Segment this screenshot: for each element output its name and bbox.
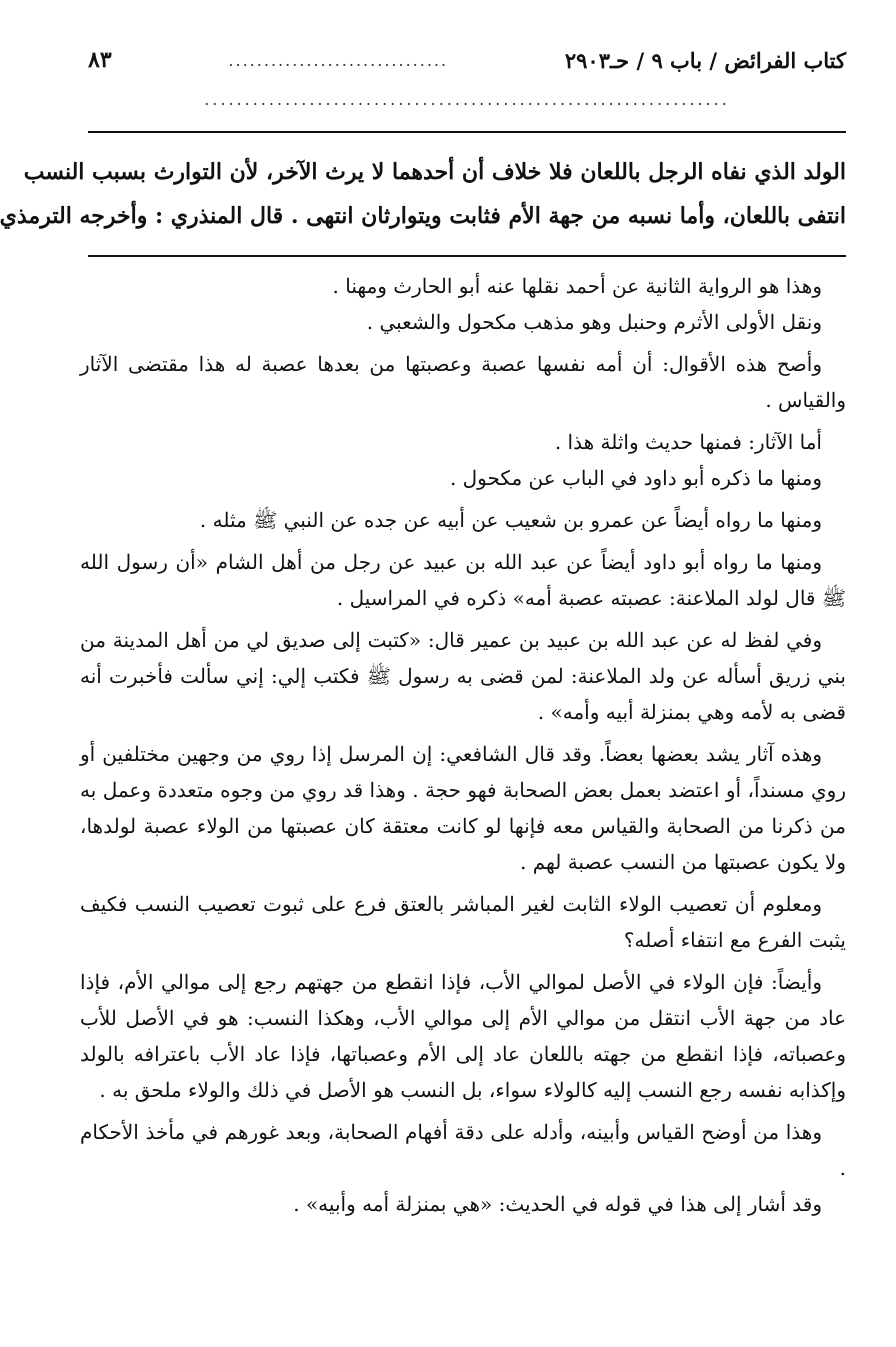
- paragraph: ونقل الأولى الأثرم وحنبل وهو مذهب مكحول والشعبي .: [366, 310, 822, 334]
- paragraph: وهذه آثار يشد بعضها بعضاً. وقد قال الشافعي: إن المرسل إذا روي من وجهين مختلفين أو روي مسنداً، أو اعتضد بعمل بعض الصحابة فهو حجة . وهذا قد روي من وجوه متعددة وعمل به من ذكرنا من الصحابة والقياس معه فإنها لو كانت معتقة كان عصبتها من الولاء عصبة لولدها، ولا يكون عصبتها من النسب عصبة لهم .: [80, 742, 846, 874]
- paragraph: وقد أشار إلى هذا في قوله في الحديث: «هي بمنزلة أمه وأبيه» .: [293, 1192, 822, 1216]
- dot-separator: .................................................................: [204, 90, 730, 109]
- top-rule: [88, 131, 846, 133]
- paragraph: ومنها ما ذكره أبو داود في الباب عن مكحول .: [449, 466, 822, 490]
- header-dot-leader: ...............................: [228, 50, 449, 70]
- page-number: ٨٣: [88, 47, 112, 73]
- footnote-block: [0, 150, 846, 238]
- footnote-line: الولد الذي نفاه الرجل باللعان فلا خلاف أن أحدهما لا يرث الآخر، لأن التوارث بسبب النسب: [23, 159, 846, 185]
- page-header: [88, 40, 846, 80]
- bottom-rule: [88, 255, 846, 257]
- paragraph: أما الآثار: فمنها حديث واثلة هذا .: [554, 430, 822, 454]
- paragraph: ومنها ما رواه أيضاً عن عمرو بن شعيب عن أبيه عن جده عن النبي ﷺ مثله .: [199, 508, 822, 532]
- main-text: [80, 268, 846, 1228]
- paragraph: وهذا من أوضح القياس وأبينه، وأدله على دقة أفهام الصحابة، وبعد غورهم في مأخذ الأحكام .: [80, 1120, 846, 1180]
- paragraph: ومعلوم أن تعصيب الولاء الثابت لغير المباشر بالعتق فرع على ثبوت تعصيب النسب فكيف يثبت الفرع مع انتفاء أصله؟: [80, 892, 846, 952]
- footnote-line: انتفى باللعان، وأما نسبه من جهة الأم فثابت ويتوارثان انتهى . قال المنذري : وأخرجه الترمذي: [0, 203, 846, 229]
- paragraph: ومنها ما رواه أبو داود أيضاً عن عبد الله بن عبيد عن رجل من أهل الشام «أن رسول الله ﷺ قال لولد الملاعنة: عصبته عصبة أمه» ذكره في المراسيل .: [80, 550, 846, 610]
- paragraph: وفي لفظ له عن عبد الله بن عبيد بن عمير قال: «كتبت إلى صديق لي من أهل المدينة من بني زريق أسأله عن ولد الملاعنة: لمن قضى به رسول ﷺ فكتب إلي: إني سألت فأخبرت أنه قضى به لأمه وهي بمنزلة أبيه وأمه» .: [80, 628, 846, 724]
- running-title: كتاب الفرائض / باب ٩ / حـ٢٩٠٣: [564, 47, 846, 73]
- paragraph: وهذا هو الرواية الثانية عن أحمد نقلها عنه أبو الحارث ومهنا .: [332, 274, 822, 298]
- paragraph: وأصح هذه الأقوال: أن أمه نفسها عصبة وعصبتها من بعدها عصبة له هذا مقتضى الآثار والقياس .: [80, 352, 846, 412]
- paragraph: وأيضاً: فإن الولاء في الأصل لموالي الأب، فإذا انقطع من جهتهم رجع إلى موالي الأم، فإذا عاد من جهة الأب انتقل من موالي الأم إلى موالي الأب، وهكذا النسب: هو في الأصل للأب وعصباته، فإذا انقطع من جهته باللعان عاد إلى الأم وعصباتها، فإذا عاد الأب باعترافه بالولد وإكذابه نفسه رجع النسب إليه كالولاء سواء، بل النسب هو الأصل في ذلك والولاء ملحق به .: [80, 970, 846, 1102]
